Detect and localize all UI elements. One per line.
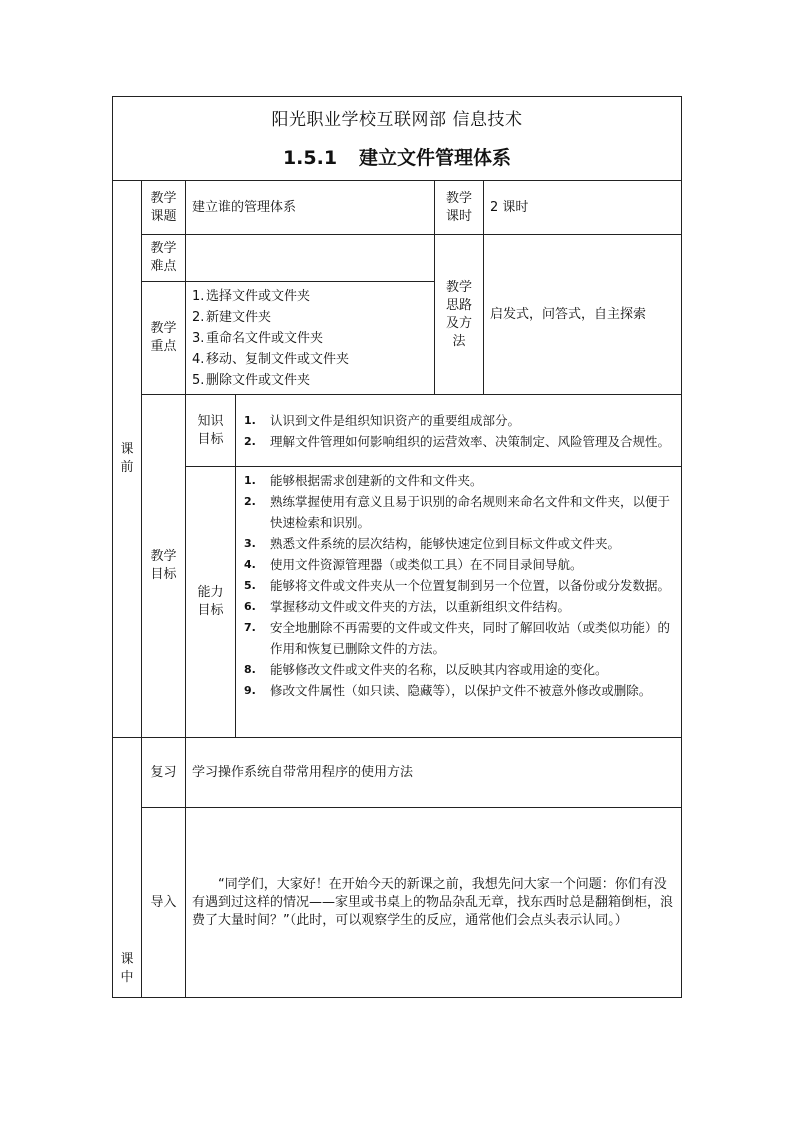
list-item: 7. 安全地删除不再需要的文件或文件夹，同时了解回收站（或类似功能）的作用和恢复已删除文件的方法。 bbox=[244, 620, 671, 656]
intro-text: “同学们，大家好！在开始今天的新课之前，我想先问大家一个问题：你们有没有遇到过这样的情况——家里或书桌上的物品杂乱无章，找东西时总是翻箱倒柜，浪费了大量时间？”（此时，可以观察学生的反应，通常他们会点头表示认同。） bbox=[192, 876, 674, 928]
ability-goals-cell bbox=[236, 467, 682, 738]
list-item: 3. 熟悉文件系统的层次结构，能够快速定位到目标文件或文件夹。 bbox=[244, 536, 621, 551]
school-title: 阳光职业学校互联网部 信息技术 bbox=[271, 109, 523, 130]
list-item: 8. 能够修改文件或文件夹的名称，以反映其内容或用途的变化。 bbox=[244, 662, 608, 677]
list-item: 2. 熟练掌握使用有意义且易于识别的命名规则来命名文件和文件夹，以便于快速检索和识别。 bbox=[244, 494, 671, 530]
review-label: 复习 bbox=[142, 738, 186, 808]
list-item: 4. 移动、复制文件或文件夹 bbox=[192, 351, 350, 367]
stage-pre-class-label: 课 前 bbox=[113, 181, 142, 738]
list-item: 2. 理解文件管理如何影响组织的运营效率、决策制定、风险管理及合规性。 bbox=[244, 434, 671, 449]
topic-value: 建立谁的管理体系 bbox=[186, 181, 435, 235]
method-label: 教学 思路 及方 法 bbox=[435, 235, 484, 395]
key-points-list bbox=[192, 286, 434, 391]
section-number: 1.5.1 bbox=[282, 146, 338, 169]
hours-label: 教学 课时 bbox=[435, 181, 484, 235]
list-item: 9. 修改文件属性（如只读、隐藏等），以保护文件不被意外修改或删除。 bbox=[244, 683, 652, 698]
knowledge-goals-cell bbox=[236, 395, 682, 467]
ability-label: 能力 目标 bbox=[186, 467, 236, 738]
objective-label: 教学 目标 bbox=[142, 395, 186, 738]
list-item: 3. 重命名文件或文件夹 bbox=[192, 330, 324, 346]
list-item: 5. 能够将文件或文件夹从一个位置复制到另一个位置，以备份或分发数据。 bbox=[244, 578, 671, 593]
header-cell bbox=[113, 97, 682, 181]
topic-label: 教学 课题 bbox=[142, 181, 186, 235]
list-item: 4. 使用文件资源管理器（或类似工具）在不同目录间导航。 bbox=[244, 557, 583, 572]
list-item: 6. 掌握移动文件或文件夹的方法，以重新组织文件结构。 bbox=[244, 599, 571, 614]
knowledge-goals-list bbox=[236, 407, 681, 454]
difficulty-value bbox=[186, 235, 435, 282]
key-points-label: 教学 重点 bbox=[142, 282, 186, 395]
intro-label: 导入 bbox=[142, 808, 186, 998]
section-name: 建立文件管理体系 bbox=[359, 146, 512, 169]
list-item: 1. 选择文件或文件夹 bbox=[192, 288, 311, 304]
knowledge-label: 知识 目标 bbox=[186, 395, 236, 467]
list-item: 1. 认识到文件是组织知识资产的重要组成部分。 bbox=[244, 413, 521, 428]
hours-value: 2 课时 bbox=[484, 181, 682, 235]
stage-in-class-label: 课 中 bbox=[113, 738, 142, 998]
list-item: 5. 删除文件或文件夹 bbox=[192, 372, 311, 388]
list-item: 1. 能够根据需求创建新的文件和文件夹。 bbox=[244, 473, 483, 488]
review-value: 学习操作系统自带常用程序的使用方法 bbox=[186, 738, 682, 808]
section-title bbox=[113, 132, 681, 178]
method-value: 启发式，问答式，自主探索 bbox=[484, 235, 682, 395]
ability-goals-list bbox=[236, 467, 681, 703]
list-item: 2. 新建文件夹 bbox=[192, 309, 272, 325]
lesson-plan-table bbox=[112, 96, 682, 998]
key-points-cell bbox=[186, 282, 435, 395]
difficulty-label: 教学 难点 bbox=[142, 235, 186, 282]
intro-cell bbox=[186, 808, 682, 998]
